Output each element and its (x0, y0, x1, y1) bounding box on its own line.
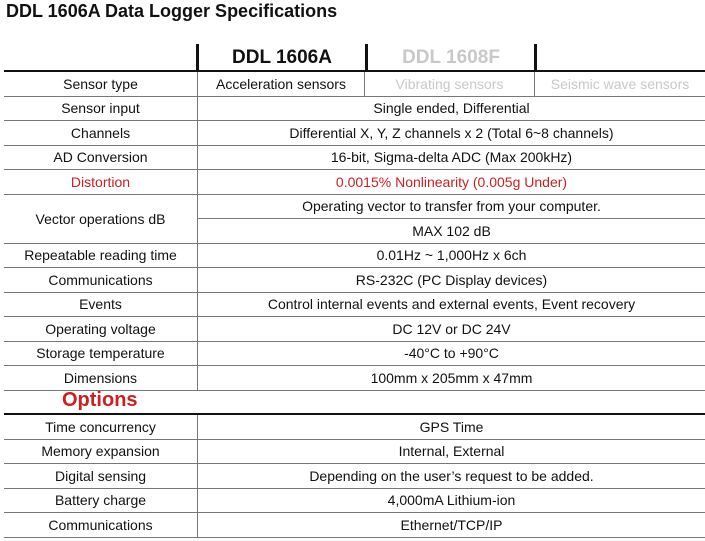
sensor-option-dim: Seismic wave sensors (535, 72, 705, 96)
row-label: Memory expansion (4, 439, 198, 464)
row-value: Differential X, Y, Z channels x 2 (Total 6~8 channels) (198, 121, 705, 146)
table-row (4, 72, 705, 96)
row-label: Vector operations dB (4, 194, 198, 243)
table-row (4, 415, 705, 439)
table-row (4, 96, 705, 121)
row-label: Communications (4, 268, 198, 293)
spec-table (4, 72, 705, 391)
table-row (4, 292, 705, 317)
table-row (4, 268, 705, 293)
row-label: Storage temperature (4, 341, 198, 366)
row-value: DC 12V or DC 24V (198, 317, 705, 342)
page-title: DDL 1606A Data Logger Specifications (6, 1, 338, 21)
table-row (4, 121, 705, 146)
row-value: 16-bit, Sigma-delta ADC (Max 200kHz) (198, 145, 705, 170)
row-value: 100mm x 205mm x 47mm (198, 366, 705, 391)
row-label: Distortion (4, 170, 198, 195)
table-row (4, 341, 705, 366)
table-row (4, 464, 705, 489)
row-label: Sensor input (4, 96, 198, 121)
row-label: Digital sensing (4, 464, 198, 489)
row-value: Ethernet/TCP/IP (198, 513, 705, 538)
table-row (4, 488, 705, 513)
sensor-option-dim: Vibrating sensors (365, 72, 535, 96)
row-value: 4,000mA Lithium-ion (198, 488, 705, 513)
row-label: Sensor type (4, 72, 198, 96)
table-row (4, 366, 705, 391)
row-label: Channels (4, 121, 198, 146)
table-row (4, 513, 705, 538)
sensor-option-active: Acceleration sensors (198, 72, 365, 96)
options-heading: Options (62, 389, 138, 411)
row-value: Depending on the user’s request to be added. (198, 464, 705, 489)
row-value: MAX 102 dB (198, 219, 705, 244)
model-tab-other[interactable]: DDL 1608F (402, 47, 500, 68)
row-label: Time concurrency (4, 415, 198, 439)
table-row (4, 243, 705, 268)
row-value: GPS Time (198, 415, 705, 439)
header-divider (534, 44, 537, 70)
options-table (4, 415, 705, 538)
row-value: Single ended, Differential (198, 96, 705, 121)
row-label: Repeatable reading time (4, 243, 198, 268)
row-label: Operating voltage (4, 317, 198, 342)
table-row (4, 317, 705, 342)
table-row (4, 194, 705, 219)
row-value: Internal, External (198, 439, 705, 464)
row-value: 0.0015% Nonlinearity (0.005g Under) (198, 170, 705, 195)
table-row (4, 145, 705, 170)
table-row (4, 170, 705, 195)
row-value: 0.01Hz ~ 1,000Hz x 6ch (198, 243, 705, 268)
table-row (4, 439, 705, 464)
row-label: Battery charge (4, 488, 198, 513)
model-tab-active[interactable]: DDL 1606A (232, 47, 332, 68)
row-value: -40°C to +90°C (198, 341, 705, 366)
row-value: Control internal events and external events, Event recovery (198, 292, 705, 317)
row-label: Communications (4, 513, 198, 538)
row-label: Events (4, 292, 198, 317)
row-value: RS-232C (PC Display devices) (198, 268, 705, 293)
row-value: Operating vector to transfer from your computer. (198, 194, 705, 219)
row-label: Dimensions (4, 366, 198, 391)
row-label: AD Conversion (4, 145, 198, 170)
